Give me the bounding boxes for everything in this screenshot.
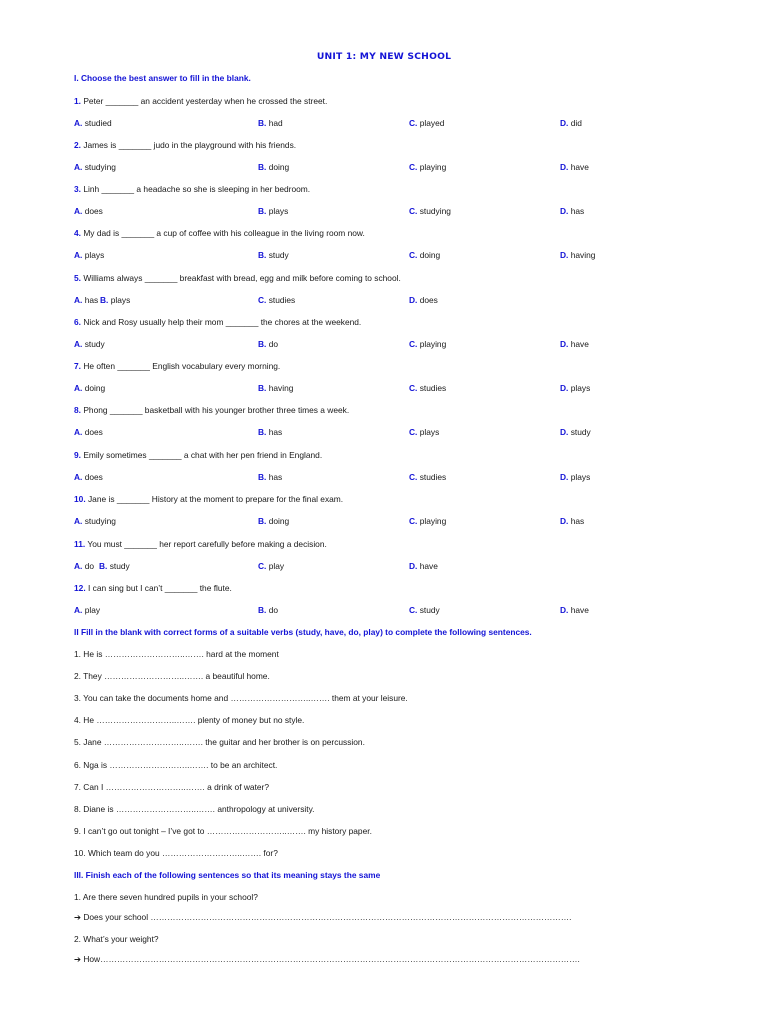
option-text: study: [268, 250, 289, 260]
question-number: 8.: [74, 405, 81, 415]
answer-option: [74, 427, 103, 437]
option-text: have: [419, 561, 438, 571]
question-text: Nick and Rosy usually help their mom _______ the chores at the weekend.: [83, 317, 362, 327]
option-letter: A.: [74, 250, 83, 260]
option-text: plays: [570, 383, 591, 393]
option-letter: B.: [258, 250, 267, 260]
option-letter: B.: [258, 339, 267, 349]
answer-option: [560, 339, 589, 349]
answer-option: [560, 162, 589, 172]
option-text: have: [570, 162, 589, 172]
option-text: study: [570, 427, 591, 437]
option-letter: C.: [409, 250, 418, 260]
option-text: played: [419, 118, 445, 128]
option-text: studied: [84, 118, 112, 128]
option-letter: D.: [560, 162, 569, 172]
fill-in-sentence: 9. I can’t go out tonight – I’ve got to ………………………..……. my history paper.: [74, 826, 372, 836]
option-letter: A.: [74, 472, 83, 482]
question-number: 4.: [74, 228, 81, 238]
fill-in-sentence: 6. Nga is ………………………..……. to be an architect.: [74, 760, 278, 770]
question-text: Jane is _______ History at the moment to prepare for the final exam.: [87, 494, 344, 504]
option-text: plays: [268, 206, 289, 216]
answer-option: [560, 516, 584, 526]
option-text: has: [268, 427, 283, 437]
answer-option: [409, 162, 446, 172]
fill-in-sentence: 1. He is ………………………..……. hard at the moment: [74, 649, 279, 659]
question-8: [74, 405, 349, 415]
option-letter: A.: [74, 162, 83, 172]
section-2-heading: II Fill in the blank with correct forms of a suitable verbs (study, have, do, play) to complete the following sentences.: [74, 627, 532, 637]
option-text: plays: [570, 472, 591, 482]
option-letter: A.: [74, 206, 83, 216]
answer-option: [74, 250, 104, 260]
question-9: [74, 450, 322, 460]
question-number: 3.: [74, 184, 81, 194]
option-letter: B.: [100, 295, 109, 305]
option-text: had: [268, 118, 283, 128]
question-number: 7.: [74, 361, 81, 371]
option-letter: C.: [409, 383, 418, 393]
option-text: playing: [419, 516, 447, 526]
fill-in-sentence: 7. Can I ………………………..……. a drink of water?: [74, 782, 270, 792]
answer-option: [560, 206, 584, 216]
option-letter: B.: [99, 561, 108, 571]
option-letter: D.: [560, 383, 569, 393]
option-letter: C.: [409, 339, 418, 349]
option-text: study: [109, 561, 130, 571]
option-letter: C.: [409, 162, 418, 172]
option-text: have: [570, 339, 589, 349]
option-text: playing: [419, 339, 447, 349]
option-letter: D.: [560, 206, 569, 216]
rewrite-prompt: 2. What’s your weight?: [74, 934, 159, 944]
answer-option: [258, 118, 283, 128]
question-1: [74, 96, 327, 106]
option-letter: C.: [409, 516, 418, 526]
option-letter: D.: [409, 561, 418, 571]
option-text: plays: [419, 427, 440, 437]
option-text: studying: [84, 516, 116, 526]
question-number: 5.: [74, 273, 81, 283]
answer-option: [258, 427, 282, 437]
answer-option: [560, 250, 595, 260]
fill-in-sentence: 4. He ………………………..……. plenty of money but no style.: [74, 715, 305, 725]
answer-option: [409, 383, 446, 393]
option-text: playing: [419, 162, 447, 172]
question-text: You must _______ her report carefully before making a decision.: [87, 539, 327, 549]
option-letter: D.: [560, 339, 569, 349]
answer-option: [409, 472, 446, 482]
answer-option: [74, 383, 105, 393]
option-letter: A.: [74, 605, 83, 615]
page-title: UNIT 1: MY NEW SCHOOL: [316, 51, 452, 62]
option-letter: B.: [258, 162, 267, 172]
option-text: did: [570, 118, 582, 128]
option-text: doing: [419, 250, 441, 260]
answer-option: [100, 295, 130, 305]
option-letter: B.: [258, 383, 267, 393]
question-2: [74, 140, 296, 150]
option-letter: A.: [74, 561, 83, 571]
question-text: He often _______ English vocabulary every morning.: [83, 361, 281, 371]
answer-option: [74, 295, 98, 305]
answer-option: [560, 605, 589, 615]
option-text: doing: [268, 162, 290, 172]
question-number: 1.: [74, 96, 81, 106]
option-letter: B.: [258, 427, 267, 437]
answer-option: [258, 383, 293, 393]
fill-in-sentence: 3. You can take the documents home and ………………………..……. them at your leisure.: [74, 693, 408, 703]
option-text: play: [84, 605, 101, 615]
question-text: Emily sometimes _______ a chat with her pen friend in England.: [83, 450, 323, 460]
option-text: has: [570, 206, 585, 216]
option-text: does: [419, 295, 438, 305]
option-letter: D.: [409, 295, 418, 305]
question-text: Linh _______ a headache so she is sleeping in her bedroom.: [83, 184, 311, 194]
question-11: [74, 539, 327, 549]
question-10: [74, 494, 343, 504]
option-letter: C.: [409, 118, 418, 128]
answer-option: [74, 206, 103, 216]
answer-option: [258, 250, 289, 260]
question-5: [74, 273, 401, 283]
section-1-heading: I. Choose the best answer to fill in the blank.: [74, 73, 251, 83]
answer-option: [99, 561, 130, 571]
option-letter: B.: [258, 206, 267, 216]
option-letter: B.: [258, 472, 267, 482]
answer-option: [258, 162, 289, 172]
option-letter: D.: [560, 472, 569, 482]
answer-option: [258, 605, 278, 615]
question-6: [74, 317, 361, 327]
answer-option: [258, 516, 289, 526]
question-text: James is _______ judo in the playground with his friends.: [83, 140, 297, 150]
answer-option: [74, 605, 100, 615]
option-text: does: [84, 472, 103, 482]
question-text: Phong _______ basketball with his younger brother three times a week.: [83, 405, 350, 415]
option-letter: D.: [560, 427, 569, 437]
option-text: having: [570, 250, 596, 260]
option-text: have: [570, 605, 589, 615]
answer-option: [560, 383, 590, 393]
option-letter: A.: [74, 295, 83, 305]
option-letter: C.: [409, 472, 418, 482]
option-letter: D.: [560, 118, 569, 128]
answer-option: [560, 427, 591, 437]
answer-option: [560, 118, 582, 128]
option-letter: A.: [74, 339, 83, 349]
answer-option: [409, 516, 446, 526]
answer-option: [409, 295, 438, 305]
question-number: 11.: [74, 539, 86, 549]
answer-option: [409, 206, 451, 216]
option-letter: B.: [258, 605, 267, 615]
option-letter: D.: [560, 516, 569, 526]
answer-option: [74, 472, 103, 482]
answer-option: [409, 561, 438, 571]
answer-option: [409, 118, 444, 128]
rewrite-answer-line: ➔ How……………………………………………………………………………………………………………………………………………………….: [74, 954, 580, 964]
option-letter: A.: [74, 427, 83, 437]
option-letter: C.: [409, 605, 418, 615]
answer-option: [409, 250, 440, 260]
answer-option: [258, 206, 288, 216]
answer-option: [409, 339, 446, 349]
question-7: [74, 361, 280, 371]
option-letter: C.: [409, 427, 418, 437]
option-text: plays: [110, 295, 131, 305]
option-text: study: [419, 605, 440, 615]
answer-option: [258, 295, 295, 305]
option-text: has: [570, 516, 585, 526]
option-letter: D.: [560, 250, 569, 260]
question-12: [74, 583, 232, 593]
answer-option: [74, 561, 94, 571]
question-text: Peter _______ an accident yesterday when he crossed the street.: [83, 96, 328, 106]
answer-option: [409, 605, 440, 615]
question-number: 12.: [74, 583, 86, 593]
option-text: does: [84, 427, 103, 437]
option-text: doing: [268, 516, 290, 526]
option-text: plays: [84, 250, 105, 260]
option-text: play: [268, 561, 285, 571]
answer-option: [74, 118, 112, 128]
rewrite-prompt: 1. Are there seven hundred pupils in your school?: [74, 892, 258, 902]
option-text: do: [268, 605, 279, 615]
option-text: studies: [268, 295, 296, 305]
option-letter: D.: [560, 605, 569, 615]
rewrite-answer-line: ➔ Does your school …………………………………………………………………………………………………………………………………….: [74, 912, 572, 922]
question-text: My dad is _______ a cup of coffee with his colleague in the living room now.: [83, 228, 365, 238]
option-text: do: [84, 561, 95, 571]
question-number: 10.: [74, 494, 86, 504]
fill-in-sentence: 8. Diane is ………………………..……. anthropology at university.: [74, 804, 315, 814]
option-text: studying: [419, 206, 451, 216]
fill-in-sentence: 2. They ………………………..……. a beautiful home.: [74, 671, 270, 681]
answer-option: [409, 427, 439, 437]
option-letter: A.: [74, 383, 83, 393]
answer-option: [560, 472, 590, 482]
option-text: studies: [419, 472, 447, 482]
question-text: I can sing but I can’t _______ the flute.: [87, 583, 232, 593]
option-text: studies: [419, 383, 447, 393]
section-3-heading: III. Finish each of the following sentences so that its meaning stays the same: [74, 870, 381, 880]
option-text: having: [268, 383, 294, 393]
option-text: study: [84, 339, 105, 349]
question-number: 2.: [74, 140, 81, 150]
question-3: [74, 184, 310, 194]
option-text: has: [84, 295, 99, 305]
question-4: [74, 228, 365, 238]
question-text: Williams always _______ breakfast with bread, egg and milk before coming to school.: [83, 273, 401, 283]
option-letter: C.: [258, 295, 267, 305]
option-letter: A.: [74, 118, 83, 128]
question-number: 6.: [74, 317, 81, 327]
option-text: do: [268, 339, 279, 349]
option-letter: C.: [258, 561, 267, 571]
answer-option: [74, 162, 116, 172]
fill-in-sentence: 5. Jane ………………………..……. the guitar and her brother is on percussion.: [74, 737, 365, 747]
answer-option: [258, 339, 278, 349]
option-letter: C.: [409, 206, 418, 216]
fill-in-sentence: 10. Which team do you ………………………..……. for?: [74, 848, 278, 858]
answer-option: [258, 472, 282, 482]
option-text: has: [268, 472, 283, 482]
answer-option: [74, 339, 105, 349]
option-letter: B.: [258, 516, 267, 526]
option-text: does: [84, 206, 103, 216]
answer-option: [258, 561, 284, 571]
option-letter: B.: [258, 118, 267, 128]
question-number: 9.: [74, 450, 81, 460]
option-text: studying: [84, 162, 116, 172]
answer-option: [74, 516, 116, 526]
option-letter: A.: [74, 516, 83, 526]
option-text: doing: [84, 383, 106, 393]
